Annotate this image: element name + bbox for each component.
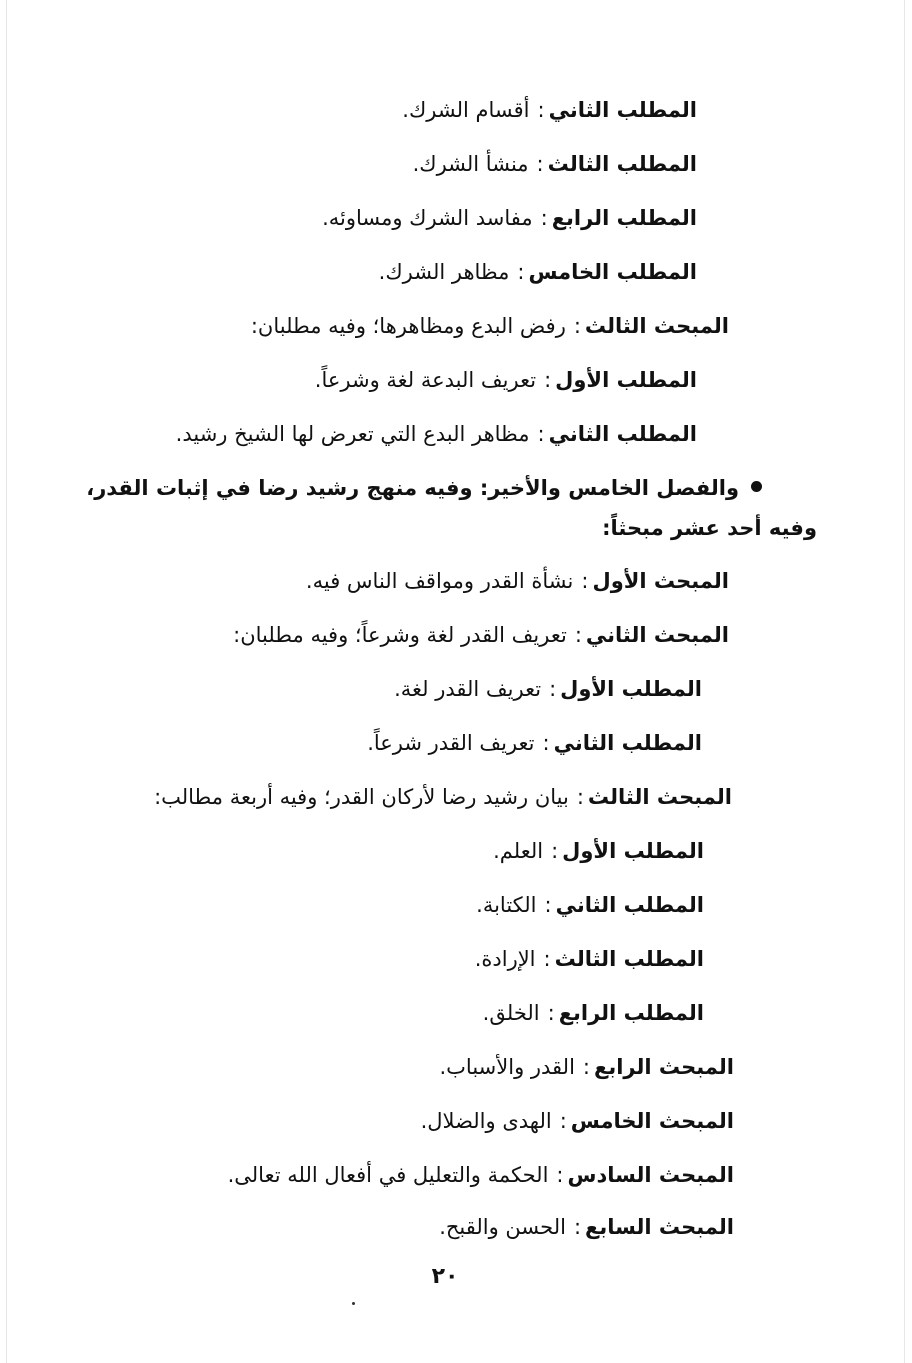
toc-line <box>322 201 697 235</box>
toc-label: المطلب الثاني <box>555 893 704 917</box>
colon: : <box>551 839 559 863</box>
toc-label: المطلب الثاني <box>548 98 697 122</box>
toc-line <box>476 888 704 922</box>
colon: : <box>544 368 552 392</box>
toc-text: تعريف القدر شرعاً. <box>367 731 535 755</box>
toc-label: المبحث الثالث <box>584 314 729 338</box>
toc-text: تعريف البدعة لغة وشرعاً. <box>314 368 537 392</box>
toc-text: رفض البدع ومظاهرها؛ وفيه مطلبان: <box>250 314 566 338</box>
toc-text: بيان رشيد رضا لأركان القدر؛ وفيه أربعة مطالب: <box>154 785 569 809</box>
chapter-heading-text: والفصل الخامس والأخير: وفيه منهج رشيد رضا في إثبات القدر، <box>86 476 739 500</box>
toc-text: الحكمة والتعليل في أفعال الله تعالى. <box>227 1163 549 1187</box>
colon: : <box>542 731 550 755</box>
toc-line <box>228 1158 734 1192</box>
toc-text: أقسام الشرك. <box>402 98 530 122</box>
colon: : <box>576 785 584 809</box>
toc-text: مظاهر البدع التي تعرض لها الشيخ رشيد. <box>175 422 530 446</box>
toc-label: المبحث الأول <box>592 569 729 593</box>
chapter-heading-text: وفيه أحد عشر مبحثاً: <box>602 516 817 540</box>
toc-label: المطلب الرابع <box>551 206 697 230</box>
chapter-heading-line-1 <box>86 471 762 505</box>
toc-line <box>315 363 697 397</box>
toc-line <box>439 1210 734 1244</box>
colon: : <box>540 206 548 230</box>
toc-label: المبحث الثالث <box>587 785 732 809</box>
toc-text: مظاهر الشرك. <box>378 260 510 284</box>
toc-line <box>394 672 702 706</box>
toc-label: المبحث السابع <box>585 1215 734 1239</box>
colon: : <box>536 152 544 176</box>
page-number: ٢٠ <box>431 1264 459 1289</box>
toc-text: الكتابة. <box>476 893 537 917</box>
toc-label: المطلب الأول <box>555 368 697 392</box>
toc-text: العلم. <box>493 839 544 863</box>
colon: : <box>574 623 582 647</box>
colon: : <box>581 569 589 593</box>
toc-label: المبحث السادس <box>567 1163 734 1187</box>
toc-line <box>379 255 697 289</box>
toc-line <box>402 93 697 127</box>
toc-line <box>493 834 704 868</box>
toc-label: المطلب الثالث <box>554 947 704 971</box>
toc-label: المطلب الرابع <box>558 1001 704 1025</box>
toc-text: منشأ الشرك. <box>412 152 529 176</box>
scan-speck <box>352 1302 355 1305</box>
colon: : <box>549 677 557 701</box>
colon: : <box>517 260 525 284</box>
toc-label: المطلب الثاني <box>553 731 702 755</box>
toc-label: المطلب الثالث <box>547 152 697 176</box>
toc-text: الخلق. <box>482 1001 540 1025</box>
toc-line <box>413 147 697 181</box>
toc-line <box>233 618 729 652</box>
toc-label: المطلب الثاني <box>548 422 697 446</box>
toc-label: المبحث الخامس <box>570 1109 734 1133</box>
toc-label: المبحث الرابع <box>594 1055 734 1079</box>
toc-line <box>176 417 697 451</box>
colon: : <box>573 314 581 338</box>
scan-edge-right <box>904 0 905 1363</box>
toc-text: تعريف القدر لغة. <box>394 677 542 701</box>
toc-line <box>251 309 729 343</box>
toc-label: المطلب الأول <box>560 677 702 701</box>
chapter-heading-line-2 <box>602 511 817 545</box>
colon: : <box>556 1163 564 1187</box>
toc-line <box>475 942 704 976</box>
colon: : <box>582 1055 590 1079</box>
toc-text: مفاسد الشرك ومساوئه. <box>322 206 533 230</box>
colon: : <box>547 1001 555 1025</box>
colon: : <box>543 947 551 971</box>
toc-label: المبحث الثاني <box>585 623 729 647</box>
toc-text: الإرادة. <box>474 947 536 971</box>
colon: : <box>537 98 545 122</box>
toc-line <box>367 726 702 760</box>
scan-edge-left <box>6 0 7 1363</box>
toc-line <box>483 996 704 1030</box>
toc-text: الحسن والقبح. <box>439 1215 566 1239</box>
toc-line <box>154 780 732 814</box>
toc-text: القدر والأسباب. <box>439 1055 575 1079</box>
colon: : <box>537 422 545 446</box>
colon: : <box>559 1109 567 1133</box>
toc-line <box>306 564 729 598</box>
toc-label: المطلب الخامس <box>528 260 697 284</box>
toc-line <box>421 1104 734 1138</box>
toc-text: نشأة القدر ومواقف الناس فيه. <box>305 569 574 593</box>
bullet-icon <box>751 481 762 492</box>
toc-text: تعريف القدر لغة وشرعاً؛ وفيه مطلبان: <box>233 623 567 647</box>
toc-text: الهدى والضلال. <box>420 1109 552 1133</box>
colon: : <box>573 1215 582 1239</box>
colon: : <box>544 893 552 917</box>
toc-label: المطلب الأول <box>562 839 704 863</box>
toc-line <box>439 1050 734 1084</box>
